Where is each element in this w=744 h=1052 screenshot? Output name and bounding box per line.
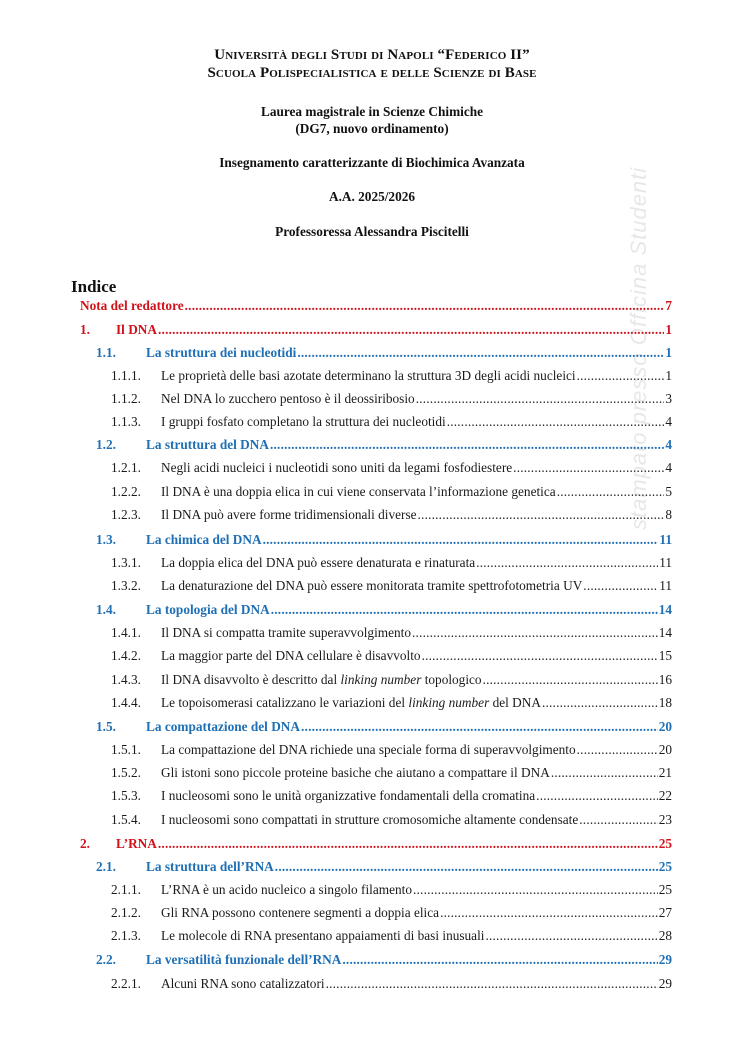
dot-leader xyxy=(271,602,658,618)
dot-leader xyxy=(263,532,659,548)
toc-entry[interactable] xyxy=(111,742,672,760)
toc-entry-title: La doppia elica del DNA può essere denaturata e rinaturata xyxy=(161,555,476,570)
toc-entry-page: 1 xyxy=(665,368,672,383)
toc-entry[interactable] xyxy=(80,298,672,316)
toc-entry[interactable] xyxy=(96,602,672,620)
dot-leader xyxy=(536,788,658,804)
toc-entry-page: 29 xyxy=(658,976,672,991)
toc-entry-page: 25 xyxy=(658,882,672,897)
toc-entry-number: 1.1.2. xyxy=(111,391,141,406)
toc-entry-title: I gruppi fosfato completano la struttura dei nucleotidi xyxy=(161,414,446,429)
toc-entry-title: Gli RNA possono contenere segmenti a doppia elica xyxy=(161,905,440,920)
dot-leader xyxy=(297,345,664,361)
toc-entry[interactable] xyxy=(96,952,672,970)
toc-entry-title: Il DNA è una doppia elica in cui viene conservata l’informazione genetica xyxy=(161,484,556,499)
toc-entry-title: La chimica del DNA xyxy=(146,532,262,547)
toc-entry-title: L’RNA xyxy=(116,836,157,851)
toc-entry-page: 21 xyxy=(658,765,672,780)
toc-entry-page: 20 xyxy=(658,742,672,757)
toc-entry-number: 1.4.2. xyxy=(111,648,141,663)
toc-entry-page: 23 xyxy=(658,812,672,827)
toc-entry[interactable] xyxy=(96,437,672,455)
toc-entry-title: L’RNA è un acido nucleico a singolo filamento xyxy=(161,882,412,897)
toc-entry[interactable] xyxy=(111,976,672,994)
toc-entry-number: 2.1.2. xyxy=(111,905,141,920)
toc-entry-page: 4 xyxy=(665,437,672,452)
watermark: stampato presso Officina Studenti xyxy=(626,166,651,530)
dot-leader xyxy=(270,437,664,453)
dot-leader xyxy=(579,812,657,828)
toc-entry[interactable] xyxy=(80,322,672,340)
toc-entry-number: 2.1. xyxy=(96,859,116,874)
toc-entry-title: Alcuni RNA sono catalizzatori xyxy=(161,976,325,991)
toc-entry-title: Nota del redattore xyxy=(80,298,184,313)
dot-leader xyxy=(542,695,658,711)
toc-entry-number: 2.2.1. xyxy=(111,976,141,991)
toc-entry[interactable] xyxy=(111,882,672,900)
toc-entry-title: Il DNA può avere forme tridimensionali diverse xyxy=(161,507,417,522)
dot-leader xyxy=(301,719,658,735)
dot-leader xyxy=(412,625,658,641)
toc-entry-title: Nel DNA lo zucchero pentoso è il deossiribosio xyxy=(161,391,415,406)
toc-entry[interactable] xyxy=(111,788,672,806)
toc-entry-title: Il DNA disavvolto è descritto dal linking number topologico xyxy=(161,672,482,687)
toc-entry-page: 7 xyxy=(665,298,672,313)
toc-entry[interactable] xyxy=(111,928,672,946)
toc-entry-page: 25 xyxy=(658,836,672,851)
toc-entry-page: 22 xyxy=(658,788,672,803)
dot-leader xyxy=(440,905,658,921)
toc-entry-number: 1.3. xyxy=(96,532,116,547)
toc-entry[interactable] xyxy=(111,672,672,690)
toc-entry-number: 1.2.3. xyxy=(111,507,141,522)
dot-leader xyxy=(485,928,657,944)
toc-entry[interactable] xyxy=(96,859,672,877)
toc-entry-page: 11 xyxy=(659,532,672,547)
dot-leader xyxy=(342,952,657,968)
toc-entry-page: 15 xyxy=(658,648,672,663)
toc-entry-number: 1.1.3. xyxy=(111,414,141,429)
toc-entry-page: 27 xyxy=(658,905,672,920)
toc-entry[interactable] xyxy=(111,625,672,643)
degree-name: Laurea magistrale in Scienze Chimiche xyxy=(260,104,484,119)
toc-entry-page: 1 xyxy=(665,322,672,337)
toc-entry-page: 5 xyxy=(665,484,672,499)
toc-entry-title: Le proprietà delle basi azotate determinano la struttura 3D degli acidi nucleici xyxy=(161,368,576,383)
dot-leader xyxy=(275,859,658,875)
dot-leader xyxy=(583,578,658,594)
academic-year: A.A. 2025/2026 xyxy=(328,189,416,204)
toc-entry[interactable] xyxy=(96,532,672,550)
dot-leader xyxy=(158,322,664,338)
toc-entry[interactable] xyxy=(111,648,672,666)
toc-entry-title: La compattazione del DNA richiede una speciale forma di superavvolgimento xyxy=(161,742,576,757)
toc-entry-number: 1.1. xyxy=(96,345,116,360)
toc-entry-page: 16 xyxy=(658,672,672,687)
toc-entry-number: 1.5.4. xyxy=(111,812,141,827)
dot-leader xyxy=(483,672,658,688)
toc-entry-number: 1.4. xyxy=(96,602,116,617)
toc-entry-number: 1.5.2. xyxy=(111,765,141,780)
toc-entry-number: 2.2. xyxy=(96,952,116,967)
dot-leader xyxy=(185,298,665,314)
toc-entry-title: La denaturazione del DNA può essere monitorata tramite spettrofotometria UV xyxy=(161,578,583,593)
dot-leader xyxy=(476,555,658,571)
dot-leader xyxy=(551,765,658,781)
toc-entry-page: 3 xyxy=(665,391,672,406)
toc-entry-page: 28 xyxy=(658,928,672,943)
toc-entry[interactable] xyxy=(111,765,672,783)
toc-entry[interactable] xyxy=(111,812,672,830)
toc-entry[interactable] xyxy=(111,578,672,596)
toc-entry[interactable] xyxy=(111,507,672,525)
toc-entry-title: La versatilità funzionale dell’RNA xyxy=(146,952,342,967)
toc-entry-title: Negli acidi nucleici i nucleotidi sono uniti da legami fosfodiestere xyxy=(161,460,513,475)
toc-entry-number: 1.4.3. xyxy=(111,672,141,687)
toc-entry-number: 1. xyxy=(80,322,90,337)
toc-entry-number: 1.4.4. xyxy=(111,695,141,710)
toc-entry-number: 2.1.1. xyxy=(111,882,141,897)
professor-name: Professoressa Alessandra Piscitelli xyxy=(275,224,469,239)
toc-entry-number: 2. xyxy=(80,836,90,851)
dot-leader xyxy=(413,882,658,898)
toc-entry-title: La struttura del DNA xyxy=(146,437,269,452)
toc-entry[interactable] xyxy=(96,345,672,363)
toc-entry[interactable] xyxy=(96,719,672,737)
dot-leader xyxy=(577,742,658,758)
toc-entry-number: 1.5.1. xyxy=(111,742,141,757)
toc-entry[interactable] xyxy=(111,391,672,409)
toc-entry-page: 4 xyxy=(665,460,672,475)
toc-entry-number: 1.2. xyxy=(96,437,116,452)
toc-entry-page: 14 xyxy=(658,625,672,640)
toc-entry[interactable] xyxy=(111,414,672,432)
toc-entry-page: 11 xyxy=(659,578,672,593)
toc-entry-title: La compattazione del DNA xyxy=(146,719,301,734)
toc-entry[interactable] xyxy=(111,695,672,713)
toc-entry-title: Le molecole di RNA presentano appaiamenti di basi inusuali xyxy=(161,928,485,943)
school-name: Scuola Polispecialistica e delle Scienze di Base xyxy=(207,65,537,81)
toc-entry-title: I nucleosomi sono compattati in strutture cromosomiche altamente condensate xyxy=(161,812,579,827)
toc-entry[interactable] xyxy=(111,484,672,502)
toc-entry-page: 1 xyxy=(665,345,672,360)
toc-entry-page: 25 xyxy=(658,859,672,874)
toc-entry-title: Gli istoni sono piccole proteine basiche che aiutano a compattare il DNA xyxy=(161,765,550,780)
toc-entry[interactable] xyxy=(111,555,672,573)
toc-entry-number: 1.2.1. xyxy=(111,460,141,475)
toc-entry-number: 1.2.2. xyxy=(111,484,141,499)
toc-entry-number: 1.3.2. xyxy=(111,578,141,593)
toc-entry-title: Il DNA si compatta tramite superavvolgimento xyxy=(161,625,411,640)
toc-entry-number: 1.1.1. xyxy=(111,368,141,383)
toc-entry-title: La maggior parte del DNA cellulare è disavvolto xyxy=(161,648,421,663)
toc-entry-title: I nucleosomi sono le unità organizzative fondamentali della cromatina xyxy=(161,788,536,803)
toc-entry-title: Le topoisomerasi catalizzano le variazioni del linking number del DNA xyxy=(161,695,541,710)
toc-entry-title: La struttura dell’RNA xyxy=(146,859,274,874)
toc-entry-page: 18 xyxy=(658,695,672,710)
course-name: Insegnamento caratterizzante di Biochimica Avanzata xyxy=(219,155,525,170)
degree-code: (DG7, nuovo ordinamento) xyxy=(295,121,449,136)
toc-entry-number: 1.5.3. xyxy=(111,788,141,803)
toc-entry-number: 2.1.3. xyxy=(111,928,141,943)
toc-entry[interactable] xyxy=(111,905,672,923)
university-name: Università degli Studi di Napoli “Federico II” xyxy=(214,47,530,63)
toc-entry[interactable] xyxy=(111,460,672,478)
dot-leader xyxy=(326,976,658,992)
toc-entry-number: 1.3.1. xyxy=(111,555,141,570)
toc-entry-page: 14 xyxy=(658,602,672,617)
toc-entry-title: Il DNA xyxy=(116,322,158,337)
dot-leader xyxy=(422,648,658,664)
toc-entry-title: La topologia del DNA xyxy=(146,602,270,617)
toc-entry-title: La struttura dei nucleotidi xyxy=(146,345,297,360)
dot-leader xyxy=(158,836,658,852)
toc-entry-page: 20 xyxy=(658,719,672,734)
toc-entry-number: 1.5. xyxy=(96,719,116,734)
toc-entry-number: 1.4.1. xyxy=(111,625,141,640)
toc-entry[interactable] xyxy=(80,836,672,854)
toc-entry-page: 4 xyxy=(665,414,672,429)
toc-title: Indice xyxy=(71,277,117,296)
toc-entry-page: 8 xyxy=(665,507,672,522)
toc-entry-page: 29 xyxy=(658,952,672,967)
toc-entry-page: 11 xyxy=(659,555,672,570)
toc-entry[interactable] xyxy=(111,368,672,386)
